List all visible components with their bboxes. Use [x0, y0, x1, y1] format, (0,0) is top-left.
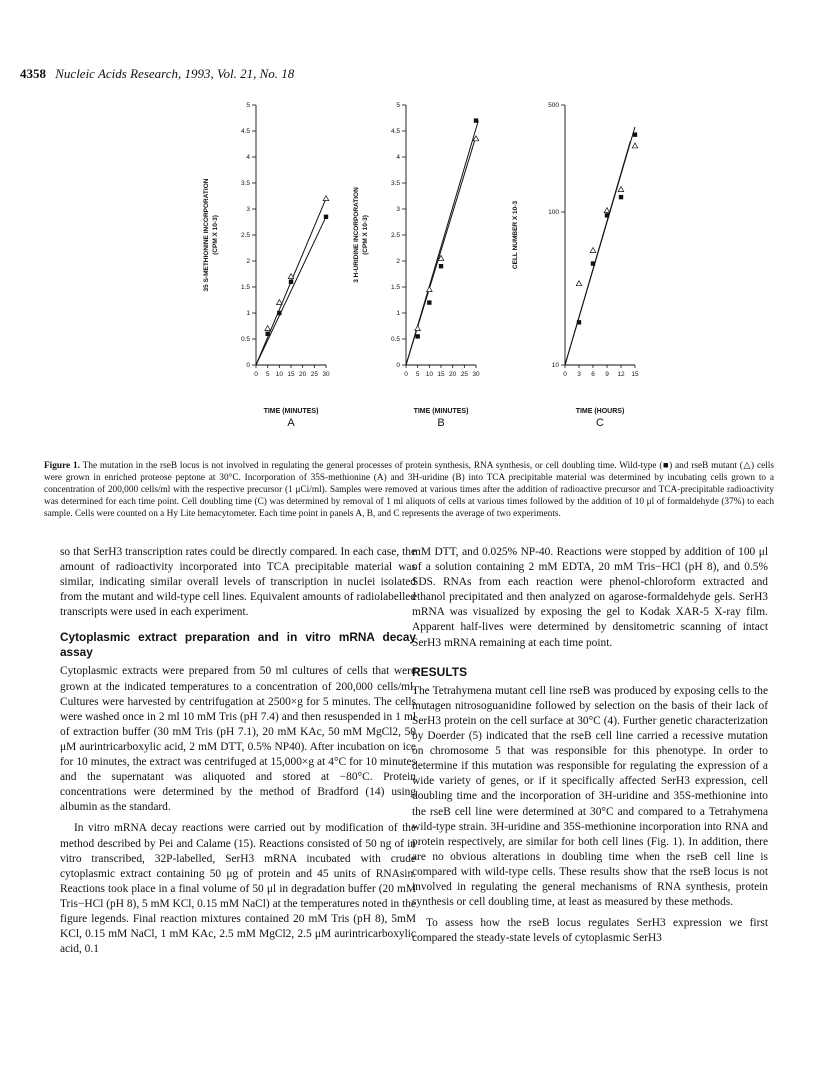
x-tick-label: 10 — [275, 371, 283, 378]
x-tick-label: 12 — [617, 371, 625, 378]
journal-citation: Nucleic Acids Research, 1993, Vol. 21, No. 18 — [55, 66, 295, 81]
data-point-wildtype — [324, 215, 328, 219]
data-point-mutant — [590, 248, 596, 253]
data-point-wildtype — [474, 118, 478, 122]
y-tick-label: 0 — [396, 362, 400, 370]
panel-letter: A — [287, 417, 295, 429]
y-axis-label: 3 H-URIDINE INCORPORATION — [353, 187, 360, 283]
x-tick-label: 3 — [577, 371, 581, 378]
y-tick-label: 4 — [396, 154, 400, 162]
x-tick-label: 15 — [287, 371, 295, 378]
y-tick-label: 2.5 — [390, 232, 400, 240]
y-tick-label: 500 — [548, 102, 559, 110]
paragraph: The Tetrahymena mutant cell line rseB was produced by exposing cells to the mutagen nitrosoguanidine followed by selection on the basis of their lack of SerH3 protein on the cell surface at 30°C (4). Further genetic characterization by Doerder (5) indicated that the rseB cell line carried a recessive mutation on chromosome 5 that was responsible for this phenotype. In order to determine if this mutation was responsible for regulating the expression of a wide variety of genes, or if it specifically affected SerH3 expression, cell doubling time and the incorporation of 3H-uridine and 35S-methionine into the rseB cell line were determined at 30°C and compared to a Tetrahymena wild-type strain. 3H-uridine and 35S-methionine incorporation into RNA and protein respectively, are similar for both cell lines (Fig. 1). In addition, there are no obvious alterations in doubling time when the rseB cell line is compared with wild-type cells. These results show that the rseB locus is not involved in regulating the general mechanisms of RNA synthesis, protein synthesis or cell doubling time, at least as measured by these methods. — [412, 684, 768, 909]
paragraph: Cytoplasmic extracts were prepared from 50 ml cultures of cells that were grown at the indicated temperatures to a concentration of 200,000 cells/ml. Cultures were harvested by centrifugation at 2500×g for 5 minutes. The cells were washed once in 2 ml 10 mM Tris (pH 7.4) and then resuspended in 1 ml of extraction buffer (30 mM Tris (pH 7.1), 20 mM KAc, 50 mM MgCl2, 50 μM aurintricarboxylic acid, 2 mM DTT, 0.5% NP40). After incubation on ice for 10 minutes, the extract was centrifuged at 15,000×g at 4°C for 10 minutes and the supernatant was aliquoted and stored at −80°C. Protein concentrations were determined by the method of Bradford (14) using albumin as the standard. — [60, 665, 416, 814]
x-tick-label: 0 — [404, 371, 408, 378]
y-tick-label: 4.5 — [240, 128, 250, 136]
y-tick-label: 1.5 — [240, 284, 250, 292]
fit-line-square — [256, 217, 326, 365]
x-tick-label: 25 — [310, 371, 318, 378]
data-point-mutant — [415, 326, 421, 331]
figure-label: Figure 1. — [44, 461, 80, 471]
paragraph: so that SerH3 transcription rates could be directly compared. In each case, the amount of radioactivity incorporated into TCA precipitable material was similar, indicating similar overall levels of transcription in nuclei isolated from the mutant and wild-type cell lines. Equivalent amounts of radiolabelled transcripts were used in each experiment. — [60, 546, 416, 619]
data-point-mutant — [277, 300, 283, 305]
data-point-mutant — [323, 196, 329, 201]
x-axis-label: TIME (HOURS) — [575, 408, 625, 415]
x-tick-label: 15 — [631, 371, 639, 378]
data-point-mutant — [265, 326, 271, 331]
x-tick-label: 9 — [605, 371, 609, 378]
y-tick-label: 0.5 — [390, 336, 400, 344]
x-tick-label: 5 — [265, 371, 270, 378]
section-heading: RESULTS — [412, 664, 468, 679]
running-header — [20, 66, 294, 82]
x-tick-label: 20 — [449, 371, 457, 378]
fit-line-triangle — [256, 199, 326, 365]
y-tick-label: 2 — [396, 258, 400, 266]
y-tick-label: 4 — [246, 154, 250, 162]
figure-caption-text: The mutation in the rseB locus is not involved in regulating the general processes of protein synthesis, RNA synthesis, or cell doubling time. Wild-type (■) and rseB mutant (△) cells were grown in enriched proteose peptone at 30°C. Incorporation of 35S-methionine (A) and 3H-uridine (B) into TCA precipitable material was determined by incubating cells grown to a concentration of 200,000 cells/ml with the respective precursor (1 μCi/ml). Samples were removed at various times after the addition of radioactive precursor and TCA-precipitable radioactivity was determined for each time point. Cell doubling time (C) was determined by removal of 1 ml aliquots of cells at various times followed by the addition of 10 μl of formaldehyde (37%) to each sample. Cells were counted on a Hy Lite hemacytometer. Each time point in panels A, B, and C represents the average of two experiments. — [44, 461, 774, 519]
y-tick-label: 3.5 — [390, 180, 400, 188]
x-tick-label: 0 — [563, 371, 567, 378]
x-tick-label: 6 — [591, 371, 595, 378]
y-tick-label: 2.5 — [240, 232, 250, 240]
y-tick-label: 100 — [548, 209, 559, 217]
x-axis-label: TIME (MINUTES) — [263, 408, 319, 415]
x-tick-label: 10 — [425, 371, 433, 378]
y-tick-label: 2 — [246, 258, 250, 266]
left-column — [60, 545, 416, 957]
page-number: 4358 — [20, 66, 46, 81]
y-axis-label: 35 S-METHIONINE INCORPORATION — [203, 178, 210, 292]
y-axis-label-units: (CPM X 10-3) — [212, 215, 219, 255]
chart-panel-c — [505, 100, 639, 430]
figure-caption — [44, 460, 774, 520]
y-axis-label-units: (CPM X 10-3) — [362, 215, 369, 255]
data-point-wildtype — [439, 264, 443, 268]
y-tick-label: 0 — [246, 362, 250, 370]
data-point-mutant — [604, 208, 610, 213]
data-point-wildtype — [633, 132, 637, 136]
paragraph: In vitro mRNA decay reactions were carried out by modification of the method described by Pei and Calame (15). Reactions consisted of 50 ng of in vitro transcribed, 32P-labelled, SerH3 mRNA incubated with crude cytoplasmic extract containing 50 μg of protein and 45 units of RNAsin. Reactions took place in a final volume of 50 μl in degradation buffer (20 mM Tris−HCl (pH 8), 5 mM KCl, 0.15 mM NaCl) at the temperatures noted in the figure legends. Final reaction mixtures contained 20 mM Tris (pH 8), 5mM KCl, 0.15 mM NaCl, 1 mM KAc, 2.5 mM MgCl2, 2.5 μM aurintricarboxylic acid, 0.1 — [60, 822, 416, 956]
y-tick-label: 5 — [246, 102, 250, 110]
y-tick-label: 5 — [396, 102, 400, 110]
data-point-wildtype — [427, 300, 431, 304]
x-tick-label: 25 — [460, 371, 468, 378]
y-tick-label: 0.5 — [240, 336, 250, 344]
data-point-wildtype — [415, 334, 419, 338]
y-tick-label: 3.5 — [240, 180, 250, 188]
y-tick-label: 3 — [396, 206, 400, 214]
section-heading: Cytoplasmic extract preparation and in vitro mRNA decay assay — [60, 630, 416, 660]
x-tick-label: 15 — [437, 371, 445, 378]
paragraph: To assess how the rseB locus regulates SerH3 expression we first compared the steady-state levels of cytoplasmic SerH3 — [412, 917, 768, 945]
chart-panel-a — [196, 100, 336, 430]
y-tick-label: 1 — [396, 310, 400, 318]
data-point-mutant — [576, 281, 582, 286]
x-tick-label: 5 — [415, 371, 420, 378]
y-tick-label: 1.5 — [390, 284, 400, 292]
x-axis-label: TIME (MINUTES) — [413, 408, 469, 415]
panel-letter: C — [596, 417, 604, 429]
x-tick-label: 30 — [322, 371, 330, 378]
x-tick-label: 20 — [299, 371, 307, 378]
chart-panel-b — [346, 100, 486, 430]
panel-letter: B — [437, 417, 445, 429]
data-point-mutant — [427, 287, 433, 292]
x-tick-label: 30 — [472, 371, 480, 378]
y-tick-label: 1 — [246, 310, 250, 318]
fit-line-triangle — [565, 141, 630, 365]
y-axis-label: CELL NUMBER X 10-3 — [512, 200, 519, 270]
y-tick-label: 10 — [551, 362, 559, 370]
data-point-wildtype — [619, 195, 623, 199]
y-tick-label: 4.5 — [390, 128, 400, 136]
data-point-mutant — [618, 187, 624, 192]
right-column — [412, 545, 768, 946]
x-tick-label: 0 — [254, 371, 258, 378]
data-point-mutant — [632, 143, 638, 148]
y-tick-label: 3 — [246, 206, 250, 214]
paragraph: mM DTT, and 0.025% NP-40. Reactions were stopped by addition of 100 μl of a solution containing 2 mM EDTA, 20 mM Tris−HCl (pH 8), and 0.5% SDS. RNAs from each reaction were phenol-chloroform extracted and ethanol precipitated and then analyzed on agarose-formaldehyde gels. SerH3 mRNA was visualized by exposing the gel to Kodak XAR-5 X-ray film. Apparent half-lives were determined by densitometric scanning of intact SerH3 mRNA remaining at each time point. — [412, 546, 768, 649]
